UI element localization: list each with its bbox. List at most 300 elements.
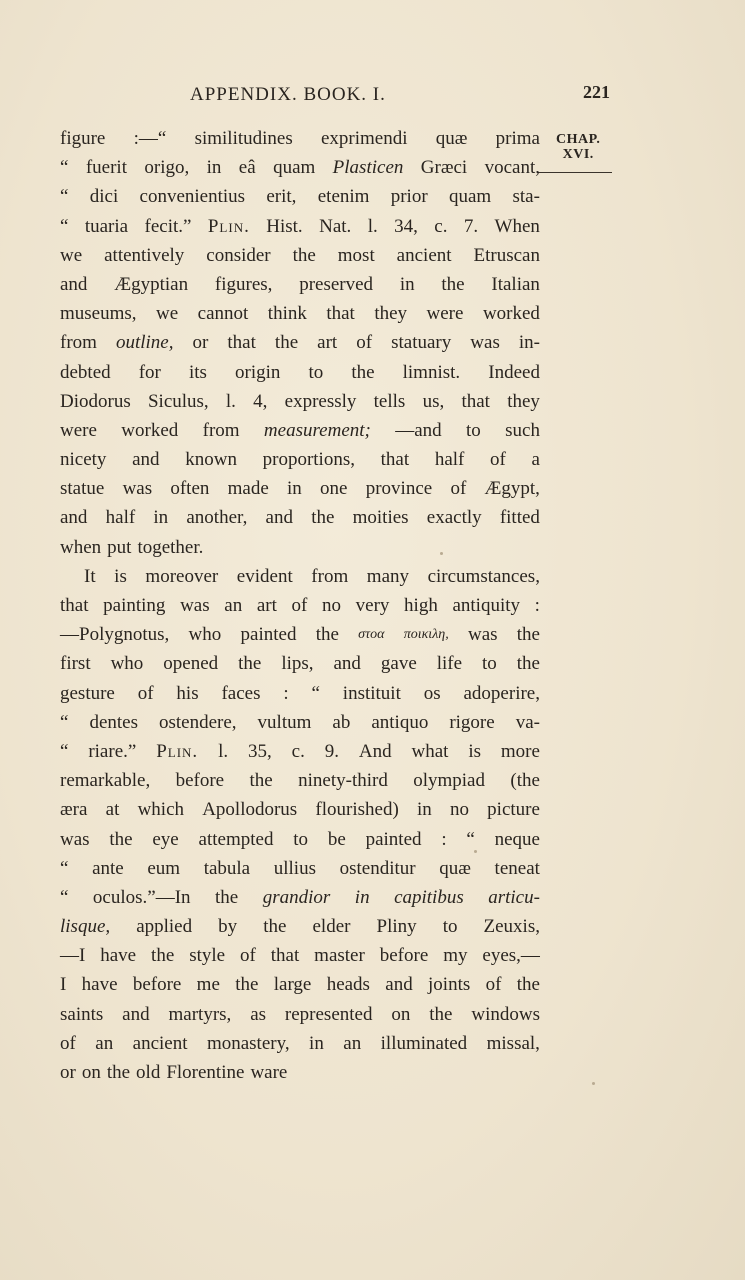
word: of — [291, 595, 308, 616]
word: “ — [60, 857, 69, 879]
word: ab — [332, 711, 351, 733]
word: was — [60, 828, 90, 850]
text-line — [60, 387, 540, 416]
word: joints — [428, 974, 471, 996]
word: another, — [186, 507, 248, 529]
word: olympiad — [413, 770, 485, 792]
word: on — [391, 1003, 411, 1025]
word: quæ — [435, 128, 468, 149]
word: “ — [60, 215, 69, 237]
word: of — [137, 682, 154, 704]
word: It — [84, 565, 96, 587]
word: When — [494, 215, 540, 237]
text-line — [60, 620, 540, 649]
text-line — [60, 299, 540, 328]
word: of — [356, 332, 373, 354]
text-line — [60, 212, 540, 241]
word: Græci — [420, 157, 468, 179]
word: together. — [137, 536, 204, 558]
word: that — [461, 390, 490, 412]
word: faces — [221, 682, 261, 704]
word: l. — [218, 740, 229, 762]
word: the — [311, 507, 335, 529]
word: the — [151, 945, 175, 967]
text-line — [60, 270, 540, 299]
word: Plasticen — [332, 157, 404, 179]
word: to — [466, 419, 481, 441]
word: made — [227, 478, 269, 500]
text-line — [60, 679, 540, 708]
word: “ — [466, 828, 475, 850]
word: master — [314, 945, 365, 967]
word: we — [60, 244, 83, 266]
word: “ — [60, 711, 69, 733]
word: put — [107, 536, 132, 558]
word: and — [333, 653, 361, 675]
word: we — [156, 303, 179, 325]
word: applied — [136, 916, 193, 938]
text-line — [60, 474, 540, 503]
word: expressly — [284, 390, 357, 412]
word: antiquo — [371, 711, 429, 733]
word: : — [283, 682, 289, 704]
word: quam — [448, 186, 492, 208]
word: fecit.” — [144, 215, 192, 237]
word: quæ — [439, 857, 471, 879]
chapter-number: XVI. — [562, 147, 594, 162]
word: prior — [390, 186, 428, 208]
word: such — [505, 419, 540, 441]
word: measurement; — [263, 419, 371, 441]
word: the — [429, 1003, 453, 1025]
word: that — [227, 332, 256, 354]
word: :—“ — [133, 128, 167, 149]
word: province — [365, 478, 433, 500]
word: Pliny — [376, 916, 417, 938]
word: Plin. — [156, 740, 199, 762]
word: high — [404, 595, 438, 616]
word: the — [235, 974, 259, 996]
word: half — [434, 449, 465, 471]
word: evident — [236, 565, 293, 587]
word: museums, — [60, 303, 137, 325]
word: ninety-third — [298, 770, 388, 792]
word: of — [490, 449, 506, 471]
word: is — [468, 740, 481, 762]
word: as — [250, 1003, 267, 1025]
word: eâ — [238, 157, 256, 179]
word: in — [399, 273, 415, 295]
word: the — [263, 916, 287, 938]
word: ostenditur — [339, 857, 416, 879]
word: “ — [60, 186, 69, 208]
word: eum — [147, 857, 181, 879]
word: be — [327, 828, 346, 850]
word: dici — [89, 186, 119, 208]
word: moreover — [145, 565, 219, 587]
word: Ægypt, — [484, 478, 540, 500]
word: sta- — [512, 186, 540, 208]
word: have — [100, 945, 137, 967]
word: figure — [60, 128, 106, 149]
word: statue — [60, 478, 105, 500]
word: Nat. — [319, 215, 352, 237]
word: nicety — [60, 449, 107, 471]
word: old — [136, 1062, 161, 1083]
word: no — [322, 595, 341, 616]
word: and — [385, 974, 413, 996]
word: limnist. — [402, 361, 461, 383]
word: eyes,— — [482, 945, 540, 967]
word: tuaria — [84, 215, 129, 237]
word: picture — [487, 799, 540, 821]
word: attentively — [104, 244, 185, 266]
word: “ — [60, 157, 69, 179]
word: rigore — [449, 711, 495, 733]
word: style — [189, 945, 226, 967]
word: in- — [518, 332, 540, 354]
word: ποικιλη, — [403, 627, 449, 643]
word: represented — [284, 1003, 373, 1025]
page-number: 221 — [583, 82, 610, 102]
paper-speck — [474, 850, 477, 853]
word: was — [470, 332, 500, 354]
word: often — [170, 478, 210, 500]
text-line — [60, 766, 540, 795]
word: ante — [92, 857, 124, 879]
word: large — [273, 974, 312, 996]
word: statuary — [391, 332, 452, 354]
word: the — [215, 886, 239, 908]
word: heads — [326, 974, 370, 996]
word: at — [105, 799, 120, 821]
text-line — [60, 416, 540, 445]
word: 4, — [253, 390, 268, 412]
word: life — [436, 653, 463, 675]
word: painted — [240, 624, 297, 646]
word: erit, — [266, 186, 297, 208]
word: Florentine — [166, 1062, 245, 1083]
word: lisque, — [60, 916, 111, 938]
word: 34, — [394, 215, 418, 237]
word: etenim — [317, 186, 370, 208]
word: consider — [206, 244, 271, 266]
word: Indeed — [488, 361, 540, 383]
word: in — [416, 799, 432, 821]
word: capitibus — [394, 886, 464, 908]
word: gave — [380, 653, 417, 675]
word: of — [485, 974, 502, 996]
word: by — [218, 916, 238, 938]
word: have — [81, 974, 118, 996]
word: the — [249, 770, 273, 792]
word: the — [351, 361, 375, 383]
word: known — [185, 449, 237, 471]
word: : — [534, 595, 540, 616]
word: tabula — [203, 857, 251, 879]
word: στοα — [358, 627, 385, 643]
word: —and — [395, 419, 442, 441]
word: before — [132, 974, 182, 996]
word: the — [516, 624, 540, 646]
word: articu- — [488, 886, 540, 908]
word: monastery, — [206, 1032, 290, 1054]
word: lips, — [281, 653, 314, 675]
word: and — [122, 1003, 150, 1025]
word: 9. — [324, 740, 339, 762]
word: riare.” — [88, 740, 137, 762]
word: l. — [225, 390, 236, 412]
word: gesture — [60, 682, 115, 704]
word: origo, — [144, 157, 190, 179]
word: in — [153, 507, 169, 529]
word: I — [60, 974, 67, 996]
word: were — [60, 419, 97, 441]
text-line — [60, 153, 540, 182]
word: 7. — [463, 215, 479, 237]
text-line — [60, 328, 540, 357]
word: c. — [291, 740, 305, 762]
text-line — [60, 649, 540, 678]
word: convenientius — [139, 186, 246, 208]
word: its — [188, 361, 207, 383]
word: Apollodorus — [202, 799, 298, 821]
word: vocant, — [484, 157, 540, 179]
word: half — [105, 507, 136, 529]
word: fitted — [499, 507, 540, 529]
word: of — [60, 1032, 76, 1054]
text-line — [60, 1058, 540, 1087]
word: in — [309, 1032, 324, 1054]
word: his — [176, 682, 199, 704]
word: and — [60, 507, 88, 529]
word: “ — [311, 682, 320, 704]
word: me — [196, 974, 220, 996]
word: dentes — [89, 711, 138, 733]
word: c. — [434, 215, 448, 237]
text-line — [60, 708, 540, 737]
word: illuminated — [380, 1032, 468, 1054]
chapter-margin-note — [556, 132, 600, 162]
word: antiquity — [452, 595, 521, 616]
word: for — [138, 361, 161, 383]
word: instituit — [342, 682, 401, 704]
word: va- — [515, 711, 540, 733]
word: preserved — [299, 273, 374, 295]
word: os — [423, 682, 441, 704]
word: worked — [482, 303, 540, 325]
word: they — [507, 390, 540, 412]
word: to — [293, 828, 309, 850]
word: elder — [312, 916, 351, 938]
word: Plin. — [207, 215, 250, 237]
word: exprimendi — [320, 128, 408, 149]
word: circumstances, — [427, 565, 540, 587]
text-line — [60, 562, 540, 591]
word: proportions, — [262, 449, 355, 471]
word: an — [95, 1032, 114, 1054]
word: of — [450, 478, 467, 500]
word: ostendere, — [158, 711, 237, 733]
text-line — [60, 182, 540, 211]
word: the — [292, 244, 316, 266]
word: cannot — [197, 303, 249, 325]
word: “ — [60, 740, 69, 762]
word: painting — [103, 595, 166, 616]
word: the — [516, 974, 540, 996]
text-line — [60, 737, 540, 766]
body-text — [60, 124, 540, 1087]
text-line — [60, 912, 540, 941]
word: most — [337, 244, 375, 266]
text-line — [60, 533, 540, 562]
word: my — [443, 945, 468, 967]
word: “ — [60, 886, 69, 908]
word: ancient — [396, 244, 452, 266]
word: missal, — [486, 1032, 540, 1054]
word: fuerit — [85, 157, 127, 179]
word: very — [355, 595, 390, 616]
word: art — [317, 332, 338, 354]
word: the — [238, 653, 262, 675]
word: more — [500, 740, 540, 762]
word: flourished) — [315, 799, 399, 821]
word: us, — [422, 390, 445, 412]
word: saints — [60, 1003, 104, 1025]
word: was — [122, 478, 153, 500]
word: outline, — [115, 332, 174, 354]
word: the — [516, 653, 540, 675]
word: is — [114, 565, 127, 587]
word: windows — [471, 1003, 540, 1025]
word: Hist. — [266, 215, 303, 237]
word: neque — [494, 828, 540, 850]
text-line — [60, 883, 540, 912]
word: the — [106, 1062, 131, 1083]
word: : — [441, 828, 447, 850]
paper-speck — [592, 1082, 595, 1085]
word: (the — [510, 770, 540, 792]
word: what — [411, 740, 449, 762]
word: figures, — [214, 273, 273, 295]
word: which — [137, 799, 184, 821]
word: many — [366, 565, 410, 587]
word: were — [426, 303, 464, 325]
word: that — [380, 449, 410, 471]
word: was — [180, 595, 210, 616]
word: adoperire, — [463, 682, 540, 704]
word: and — [60, 273, 88, 295]
text-line — [60, 825, 540, 854]
word: or — [60, 1062, 76, 1083]
word: And — [358, 740, 392, 762]
word: Ægyptian — [114, 273, 189, 295]
word: that — [270, 945, 300, 967]
word: teneat — [494, 857, 540, 879]
word: exactly — [426, 507, 482, 529]
word: no — [449, 799, 469, 821]
word: an — [224, 595, 243, 616]
word: to — [442, 916, 458, 938]
word: martyrs, — [168, 1003, 232, 1025]
word: in — [206, 157, 222, 179]
word: before — [379, 945, 429, 967]
word: ware — [250, 1062, 288, 1083]
text-line — [60, 795, 540, 824]
word: Etruscan — [473, 244, 540, 266]
word: before — [175, 770, 225, 792]
word: quam — [273, 157, 316, 179]
word: in — [354, 886, 370, 908]
word: eye — [152, 828, 179, 850]
paper-speck — [440, 552, 443, 555]
word: worked — [121, 419, 179, 441]
word: in — [287, 478, 302, 500]
text-line — [60, 1000, 540, 1029]
word: first — [60, 653, 91, 675]
word: from — [202, 419, 240, 441]
text-line — [60, 241, 540, 270]
text-line — [60, 941, 540, 970]
word: 35, — [248, 740, 272, 762]
word: the — [109, 828, 133, 850]
text-line — [60, 445, 540, 474]
word: —I — [60, 945, 86, 967]
word: attempted — [198, 828, 274, 850]
word: debted — [60, 361, 111, 383]
word: that — [60, 595, 89, 616]
word: an — [343, 1032, 362, 1054]
word: was — [467, 624, 498, 646]
word: or — [192, 332, 209, 354]
word: and — [265, 507, 293, 529]
running-title: APPENDIX. BOOK. I. — [190, 84, 386, 105]
word: Siculus, — [147, 390, 209, 412]
word: the — [315, 624, 339, 646]
word: ullius — [273, 857, 316, 879]
word: art — [256, 595, 277, 616]
word: Italian — [491, 273, 540, 295]
word: they — [374, 303, 408, 325]
text-line — [60, 358, 540, 387]
word: origin — [235, 361, 281, 383]
word: æra — [60, 799, 88, 821]
chapter-label: CHAP. — [556, 132, 601, 147]
text-line — [60, 591, 540, 620]
word: l. — [367, 215, 378, 237]
word: prima — [495, 128, 540, 149]
text-line — [60, 503, 540, 532]
text-line — [60, 970, 540, 999]
word: one — [320, 478, 348, 500]
text-line — [60, 854, 540, 883]
word: moities — [352, 507, 409, 529]
word: a — [531, 449, 540, 471]
word: remarkable, — [60, 770, 151, 792]
word: on — [81, 1062, 101, 1083]
word: Zeuxis, — [483, 916, 540, 938]
text-line — [60, 1029, 540, 1058]
text-line — [60, 124, 540, 153]
word: of — [240, 945, 256, 967]
word: opened — [163, 653, 219, 675]
word: the — [441, 273, 465, 295]
word: from — [311, 565, 349, 587]
word: when — [60, 536, 102, 558]
word: think — [267, 303, 307, 325]
word: similitudines — [194, 128, 293, 149]
word: vultum — [257, 711, 312, 733]
